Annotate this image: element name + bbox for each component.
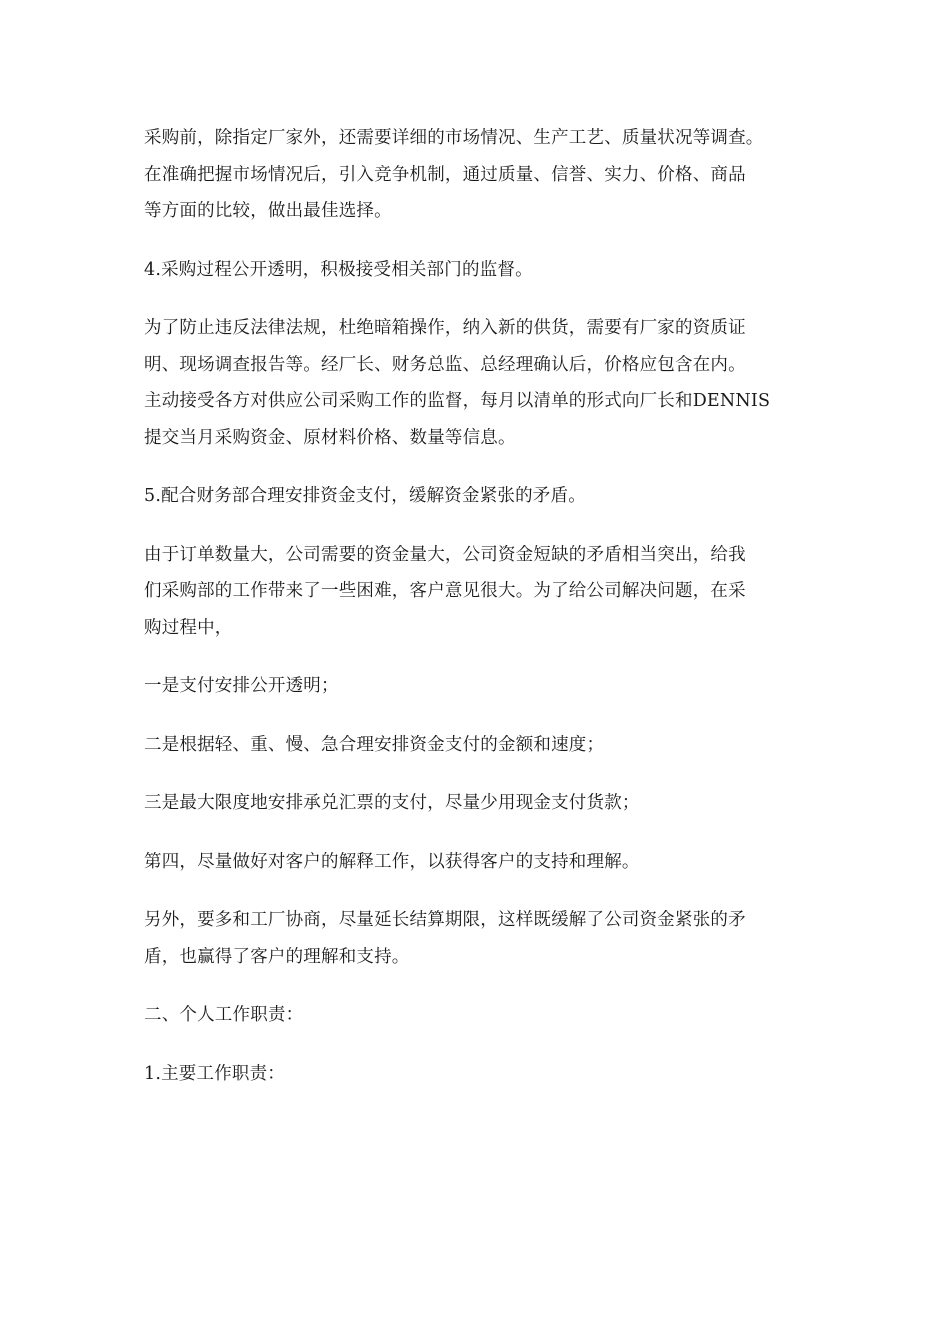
list-item (144, 668, 824, 705)
text-line: 1.主要工作职责： (144, 1063, 285, 1084)
text-line: 4.采购过程公开透明，积极接受相关部门的监督。 (144, 259, 533, 280)
text-line: 明、现场调查报告等。经厂长、财务总监、总经理确认后，价格应包含在内。 (144, 354, 746, 375)
text-line: 二、个人工作职责： (144, 1005, 304, 1025)
text-line: 等方面的比较，做出最佳选择。 (144, 201, 392, 221)
text-line: 采购前，除指定厂家外，还需要详细的市场情况、生产工艺、质量状况等调查。 (144, 128, 764, 148)
paragraph (144, 120, 824, 230)
text-line: 三是最大限度地安排承兑汇票的支付，尽量少用现金支付货款； (144, 793, 640, 813)
text-line: 为了防止违反法律法规，杜绝暗箱操作，纳入新的供货，需要有厂家的资质证 (144, 318, 746, 338)
section-heading (144, 1056, 824, 1093)
text-line: 提交当月采购资金、原材料价格、数量等信息。 (144, 427, 516, 448)
text-line: 一是支付安排公开透明； (144, 676, 339, 696)
text-line: 盾，也赢得了客户的理解和支持。 (144, 946, 410, 967)
list-item (144, 844, 824, 881)
text-line: 5.配合财务部合理安排资金支付，缓解资金紧张的矛盾。 (144, 486, 586, 506)
text-line: 主动接受各方对供应公司采购工作的监督，每月以清单的形式向厂长和DENNIS (144, 391, 771, 411)
section-heading (144, 478, 824, 515)
paragraph (144, 902, 824, 975)
list-item (144, 785, 824, 822)
paragraph (144, 310, 824, 456)
list-item (144, 727, 824, 764)
text-line: 另外，要多和工厂协商，尽量延长结算期限，这样既缓解了公司资金紧张的矛 (144, 910, 746, 930)
text-line: 在准确把握市场情况后，引入竞争机制，通过质量、信誉、实力、价格、商品 (144, 164, 746, 185)
text-line: 们采购部的工作带来了一些困难，客户意见很大。为了给公司解决问题，在采 (144, 581, 746, 601)
section-heading (144, 252, 824, 289)
text-line: 二是根据轻、重、慢、急合理安排资金支付的金额和速度； (144, 734, 605, 755)
section-heading (144, 997, 824, 1034)
document-body (144, 120, 824, 1114)
text-line: 购过程中， (144, 617, 233, 638)
paragraph (144, 537, 824, 647)
text-line: 由于订单数量大，公司需要的资金量大，公司资金短缺的矛盾相当突出，给我 (144, 544, 746, 565)
text-line: 第四，尽量做好对客户的解释工作，以获得客户的支持和理解。 (144, 851, 640, 872)
